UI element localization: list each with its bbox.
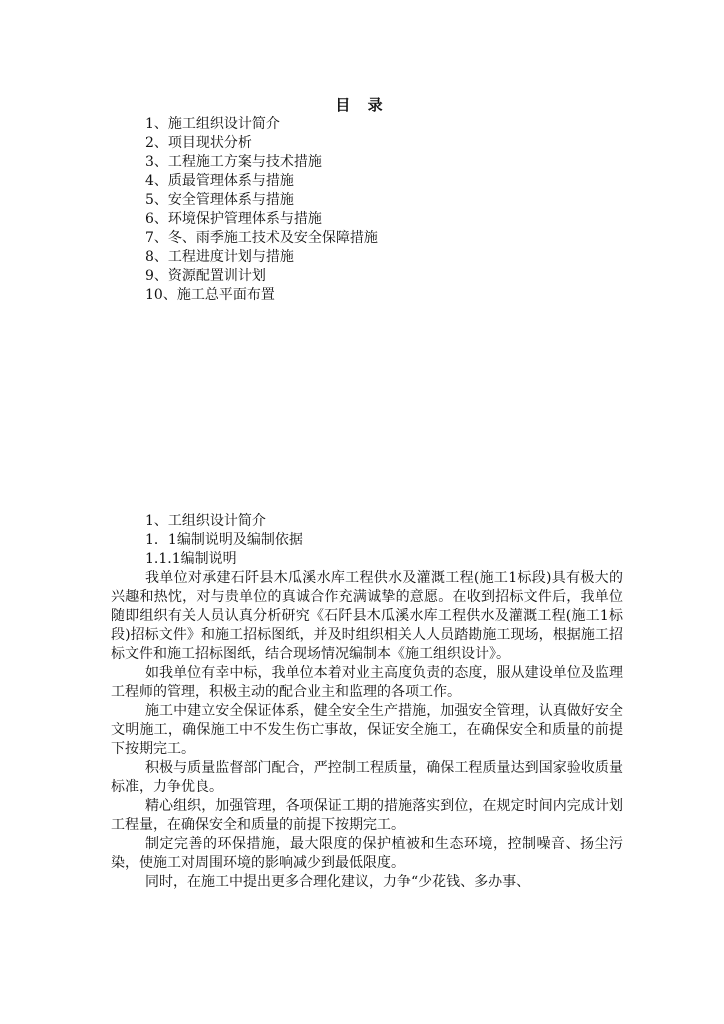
subsection-title: 1．1编制说明及编制依据: [145, 532, 303, 548]
toc-item: 5、安全管理体系与措施: [145, 192, 294, 208]
body-paragraph: 施工中建立安全保证体系，健全安全生产措施，加强安全管理，认真做好安全文明施工，确保施工中不发生伤亡事故，保证安全施工，在确保安全和质量的前提下按期完工。: [111, 703, 623, 757]
body-section: [111, 512, 623, 892]
toc-item: 4、质最管理体系与措施: [145, 173, 294, 189]
toc-item: 6、环境保护管理体系与措施: [145, 211, 322, 227]
body-paragraph: 我单位对承建石阡县木瓜溪水库工程供水及灌溉工程(施工1标段)具有极大的兴趣和热忱，对与贵单位的真诚合作充满诚挚的意愿。在收到招标文件后，我单位随即组织有关人员认真分析研究《石阡县木瓜溪水库工程供水及灌溉工程(施工1标段)招标文件》和施工招标图纸，并及时组织相关人人员踏勘施工现场，根据施工招标文件和施工招标图纸，结合现场情况编制本《施工组织设计》。: [111, 570, 623, 662]
body-paragraph: 制定完善的环保措施，最大限度的保护植被和生态环境，控制噪音、扬尘污染，使施工对周围环境的影响减少到最低限度。: [111, 836, 623, 871]
toc-item: 1、施工组织设计简介: [145, 116, 280, 132]
section-title: 1、工组织设计简介: [145, 513, 266, 529]
toc-item: 9、资源配置训计划: [145, 268, 266, 284]
toc-title: 目 录: [335, 96, 389, 114]
body-paragraph: 精心组织，加强管理，各项保证工期的措施落实到位，在规定时间内完成计划工程量，在确保安全和质量的前提下按期完工。: [111, 798, 623, 833]
body-paragraph: 如我单位有幸中标，我单位本着对业主高度负责的态度，服从建设单位及监理工程师的管理，积极主动的配合业主和监理的各项工作。: [111, 665, 623, 700]
toc-list: [145, 115, 378, 305]
toc-item: 2、项目现状分析: [145, 135, 252, 151]
toc-item: 10、施工总平面布置: [145, 287, 275, 303]
body-paragraph: 同时，在施工中提出更多合理化建议，力争“少花钱、多办事、: [145, 874, 531, 890]
toc-item: 3、工程施工方案与技术措施: [145, 154, 322, 170]
subsubsection-title: 1.1.1编制说明: [145, 551, 237, 567]
body-paragraph: 积极与质量监督部门配合，严控制工程质量，确保工程质量达到国家验收质量标准，力争优良。: [111, 760, 623, 795]
toc-item: 7、冬、雨季施工技术及安全保障措施: [145, 230, 378, 246]
toc-item: 8、工程进度计划与措施: [145, 249, 294, 265]
